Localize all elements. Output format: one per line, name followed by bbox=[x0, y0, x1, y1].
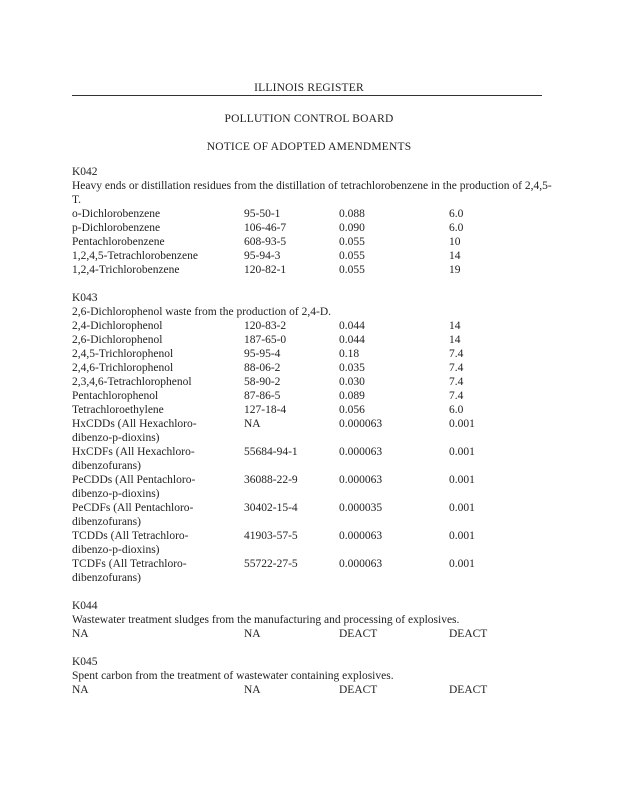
wastewater-standard: 0.035 bbox=[339, 362, 365, 374]
cas-number: 55684-94-1 bbox=[244, 446, 298, 458]
wastewater-standard: 0.000063 bbox=[339, 474, 383, 486]
constituent-name bbox=[72, 529, 244, 557]
nonwastewater-standard: 0.001 bbox=[449, 502, 475, 514]
cas-number: 55722-27-5 bbox=[244, 558, 298, 570]
cas-number: 88-06-2 bbox=[244, 362, 281, 374]
constituent-name-line: PeCDDs (All Pentachloro- bbox=[72, 474, 196, 486]
cas-number: 36088-22-9 bbox=[244, 474, 298, 486]
nonwastewater-standard: 6.0 bbox=[449, 404, 464, 416]
nonwastewater-standard: 14 bbox=[449, 250, 461, 262]
table-row bbox=[72, 235, 552, 249]
nonwastewater-standard: 6.0 bbox=[449, 222, 464, 234]
cas-number: 87-86-5 bbox=[244, 390, 281, 402]
header-rule bbox=[72, 95, 542, 96]
table-row bbox=[72, 627, 552, 641]
waste-description: Spent carbon from the treatment of wastewater containing explosives. bbox=[72, 670, 394, 682]
waste-description: Wastewater treatment sludges from the manufacturing and processing of explosives. bbox=[72, 614, 460, 626]
constituent-name-line: p-Dichlorobenzene bbox=[72, 222, 161, 234]
cas-number: 41903-57-5 bbox=[244, 530, 298, 542]
waste-description: Heavy ends or distillation residues from the distillation of tetrachlorobenzene in the production of 2,4,5-T. bbox=[72, 180, 552, 206]
constituent-name-line: Pentachlorophenol bbox=[72, 390, 159, 402]
table-row bbox=[72, 683, 552, 697]
waste-code: K044 bbox=[72, 600, 98, 612]
cas-number: 106-46-7 bbox=[244, 222, 287, 234]
constituent-name-line: dibenzofurans) bbox=[72, 460, 141, 472]
nonwastewater-standard: 10 bbox=[449, 236, 461, 248]
constituent-name bbox=[72, 319, 244, 333]
cas-number: 95-94-3 bbox=[244, 250, 281, 262]
cas-number: 608-93-5 bbox=[244, 236, 287, 248]
constituent-name bbox=[72, 557, 244, 585]
constituent-name-line: Tetrachloroethylene bbox=[72, 404, 164, 416]
table-row bbox=[72, 529, 552, 557]
table-row bbox=[72, 347, 552, 361]
constituent-name bbox=[72, 417, 244, 445]
constituent-name bbox=[72, 221, 244, 235]
nonwastewater-standard: DEACT bbox=[449, 628, 488, 640]
cas-number: NA bbox=[244, 684, 261, 696]
wastewater-standard: 0.055 bbox=[339, 264, 365, 276]
constituent-name bbox=[72, 683, 244, 697]
constituent-name-line: dibenzofurans) bbox=[72, 516, 141, 528]
wastewater-standard: 0.088 bbox=[339, 208, 365, 220]
nonwastewater-standard: 0.001 bbox=[449, 474, 475, 486]
nonwastewater-standard: 14 bbox=[449, 334, 461, 346]
table-row bbox=[72, 263, 552, 277]
constituent-name bbox=[72, 333, 244, 347]
table-row bbox=[72, 417, 552, 445]
wastewater-standard: 0.056 bbox=[339, 404, 365, 416]
wastewater-standard: DEACT bbox=[339, 628, 378, 640]
constituent-name bbox=[72, 501, 244, 529]
wastewater-standard: 0.055 bbox=[339, 236, 365, 248]
constituent-name-line: HxCDDs (All Hexachloro- bbox=[72, 418, 197, 430]
nonwastewater-standard: 7.4 bbox=[449, 376, 464, 388]
constituent-name bbox=[72, 627, 244, 641]
wastewater-standard: 0.000063 bbox=[339, 558, 383, 570]
nonwastewater-standard: 0.001 bbox=[449, 530, 475, 542]
board-title: POLLUTION CONTROL BOARD bbox=[224, 113, 394, 125]
constituent-name bbox=[72, 347, 244, 361]
notice-title: NOTICE OF ADOPTED AMENDMENTS bbox=[206, 141, 412, 153]
waste-code: K043 bbox=[72, 292, 98, 304]
wastewater-standard: 0.000063 bbox=[339, 530, 383, 542]
table-row bbox=[72, 445, 552, 473]
table-row bbox=[72, 333, 552, 347]
constituent-name bbox=[72, 249, 244, 263]
constituent-name-line: 2,6-Dichlorophenol bbox=[72, 334, 163, 346]
cas-number: NA bbox=[244, 418, 261, 430]
cas-number: 95-50-1 bbox=[244, 208, 281, 220]
nonwastewater-standard: 7.4 bbox=[449, 348, 464, 360]
constituent-name-line: 1,2,4-Trichlorobenzene bbox=[72, 264, 180, 276]
waste-code: K042 bbox=[72, 166, 98, 178]
cas-number: 120-82-1 bbox=[244, 264, 287, 276]
constituent-name bbox=[72, 207, 244, 221]
wastewater-standard: 0.044 bbox=[339, 334, 365, 346]
constituent-name-line: NA bbox=[72, 628, 89, 640]
constituent-name-line: 2,3,4,6-Tetrachlorophenol bbox=[72, 376, 192, 388]
waste-section bbox=[72, 291, 552, 585]
constituent-name-line: dibenzo-p-dioxins) bbox=[72, 544, 160, 556]
nonwastewater-standard: 19 bbox=[449, 264, 461, 276]
cas-number: 58-90-2 bbox=[244, 376, 281, 388]
wastewater-standard: DEACT bbox=[339, 684, 378, 696]
constituent-name-line: PeCDFs (All Pentachloro- bbox=[72, 502, 194, 514]
constituent-name-line: TCDDs (All Tetrachloro- bbox=[72, 530, 189, 542]
wastewater-standard: 0.090 bbox=[339, 222, 365, 234]
table-row bbox=[72, 249, 552, 263]
wastewater-standard: 0.000035 bbox=[339, 502, 383, 514]
nonwastewater-standard: 0.001 bbox=[449, 446, 475, 458]
constituent-name-line: HxCDFs (All Hexachloro- bbox=[72, 446, 195, 458]
waste-section bbox=[72, 655, 552, 697]
cas-number: 95-95-4 bbox=[244, 348, 281, 360]
table-row bbox=[72, 473, 552, 501]
cas-number: 120-83-2 bbox=[244, 320, 287, 332]
constituent-name-line: dibenzofurans) bbox=[72, 572, 141, 584]
waste-section bbox=[72, 165, 552, 277]
constituent-name-line: dibenzo-p-dioxins) bbox=[72, 432, 160, 444]
table-row bbox=[72, 389, 552, 403]
wastewater-standard: 0.18 bbox=[339, 348, 360, 360]
constituent-name-line: dibenzo-p-dioxins) bbox=[72, 488, 160, 500]
wastewater-standard: 0.089 bbox=[339, 390, 365, 402]
nonwastewater-standard: 0.001 bbox=[449, 418, 475, 430]
constituent-name-line: 1,2,4,5-Tetrachlorobenzene bbox=[72, 250, 198, 262]
table-row bbox=[72, 403, 552, 417]
constituent-name bbox=[72, 445, 244, 473]
constituent-name-line: TCDFs (All Tetrachloro- bbox=[72, 558, 187, 570]
waste-section bbox=[72, 599, 552, 641]
nonwastewater-standard: 0.001 bbox=[449, 558, 475, 570]
nonwastewater-standard: 14 bbox=[449, 320, 461, 332]
waste-description: 2,6-Dichlorophenol waste from the production of 2,4-D. bbox=[72, 306, 332, 318]
constituent-name bbox=[72, 389, 244, 403]
constituent-name bbox=[72, 473, 244, 501]
register-title: ILLINOIS REGISTER bbox=[254, 82, 364, 94]
constituent-name bbox=[72, 361, 244, 375]
constituent-name bbox=[72, 263, 244, 277]
table-row bbox=[72, 375, 552, 389]
constituent-name bbox=[72, 375, 244, 389]
table-row bbox=[72, 501, 552, 529]
cas-number: 187-65-0 bbox=[244, 334, 287, 346]
wastewater-standard: 0.000063 bbox=[339, 446, 383, 458]
waste-code: K045 bbox=[72, 656, 98, 668]
wastewater-standard: 0.000063 bbox=[339, 418, 383, 430]
constituent-name-line: Pentachlorobenzene bbox=[72, 236, 165, 248]
waste-table bbox=[72, 165, 552, 711]
nonwastewater-standard: 7.4 bbox=[449, 362, 464, 374]
constituent-name bbox=[72, 235, 244, 249]
constituent-name-line: o-Dichlorobenzene bbox=[72, 208, 161, 220]
table-row bbox=[72, 557, 552, 585]
cas-number: 30402-15-4 bbox=[244, 502, 298, 514]
wastewater-standard: 0.055 bbox=[339, 250, 365, 262]
nonwastewater-standard: 6.0 bbox=[449, 208, 464, 220]
constituent-name-line: 2,4-Dichlorophenol bbox=[72, 320, 163, 332]
cas-number: NA bbox=[244, 628, 261, 640]
constituent-name-line: NA bbox=[72, 684, 89, 696]
table-row bbox=[72, 221, 552, 235]
constituent-name-line: 2,4,6-Trichlorophenol bbox=[72, 362, 174, 374]
table-row bbox=[72, 319, 552, 333]
constituent-name bbox=[72, 403, 244, 417]
constituent-name-line: 2,4,5-Trichlorophenol bbox=[72, 348, 174, 360]
nonwastewater-standard: 7.4 bbox=[449, 390, 464, 402]
table-row bbox=[72, 207, 552, 221]
wastewater-standard: 0.030 bbox=[339, 376, 365, 388]
nonwastewater-standard: DEACT bbox=[449, 684, 488, 696]
wastewater-standard: 0.044 bbox=[339, 320, 365, 332]
table-row bbox=[72, 361, 552, 375]
cas-number: 127-18-4 bbox=[244, 404, 287, 416]
